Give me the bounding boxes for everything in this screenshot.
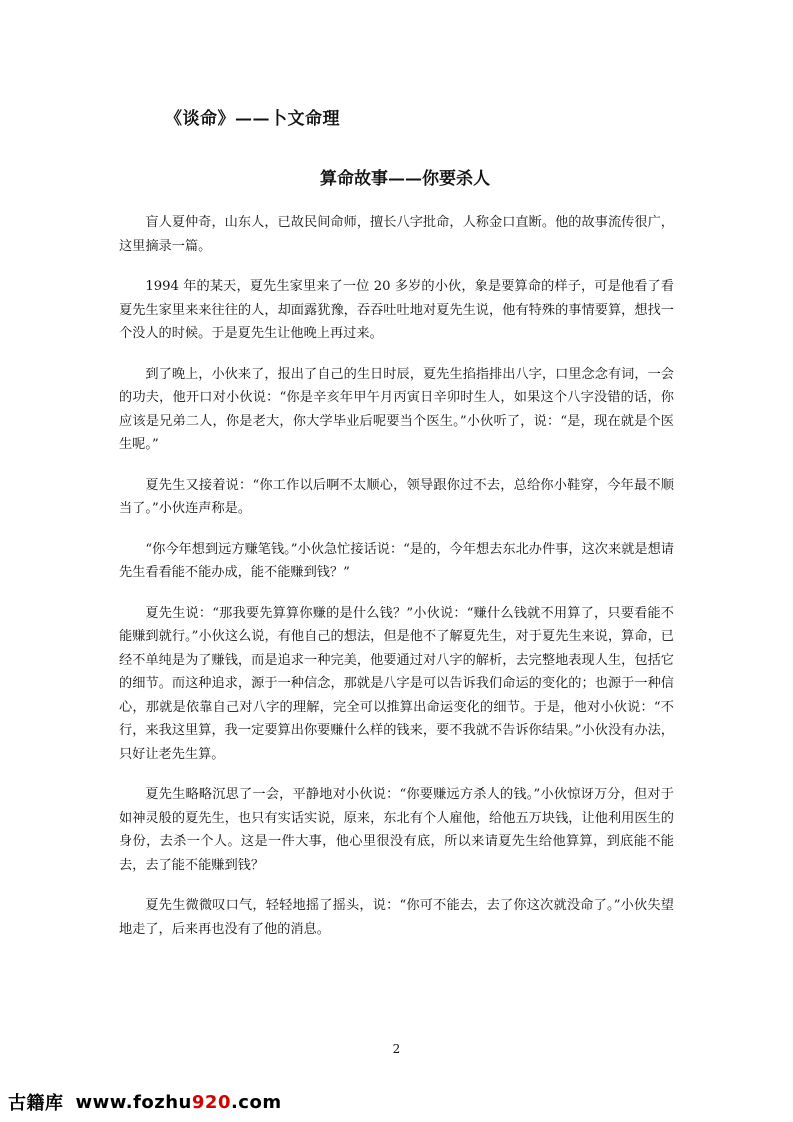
paragraph: 盲人夏仲奇，山东人，已故民间命师，擅长八字批命，人称金口直断。他的故事流传很广，这里摘录一篇。: [119, 215, 674, 254]
site-name: 古籍库: [8, 1093, 64, 1114]
site-url: [76, 1092, 282, 1113]
paragraph: 夏先生略略沉思了一会，平静地对小伙说：“你要赚远方杀人的钱。”小伙惊讶万分，但对于如神灵般的夏先生，也只有实话实说，原来，东北有个人雇他，给他五万块钱，让他利用医生的身份，去杀一个人。这是一件大事，他心里很没有底，所以来请夏先生给他算算，到底能不能去，去了能不能赚到钱？: [119, 787, 674, 873]
url-suffix: .com: [230, 1091, 282, 1113]
paragraph: 夏先生又接着说：“你工作以后啊不太顺心，领导跟你过不去，总给你小鞋穿，今年最不顺当了。”小伙连声称是。: [119, 477, 674, 516]
page-number: 2: [392, 1042, 401, 1056]
paragraph: 到了晚上，小伙来了，报出了自己的生日时辰，夏先生掐指排出八字，口里念念有词，一会的功夫，他开口对小伙说：“你是辛亥年甲午月丙寅日辛卯时生人，如果这个八字没错的话，你应该是兄弟二人，你是老大，你大学毕业后呢要当个医生。”小伙听了，说：“是，现在就是个医生呢。”: [119, 366, 674, 452]
header-title: 《谈命》——卜文命理: [165, 109, 340, 129]
paragraph: 1994 年的某天，夏先生家里来了一位 20 多岁的小伙，象是要算命的样子，可是他看了看夏先生家里来来往往的人，却面露犹豫，吞吞吐吐地对夏先生说，他有特殊的事情要算，想找一个没人的时候。于是夏先生让他晚上再过来。: [119, 279, 674, 341]
paragraph: 夏先生说：“那我要先算算你赚的是什么钱？”小伙说：“赚什么钱就不用算了，只要看能不能赚到就行。”小伙这么说，有他自己的想法，但是他不了解夏先生，对于夏先生来说，算命，已经不单纯是为了赚钱，而是追求一种完美，他要通过对八字的解析，去完整地表现人生，包括它的细节。而这种追求，源于一种信念，那就是八字是可以告诉我们命运的变化的；也源于一种信心，那就是依靠自己对八字的理解，完全可以推算出命运变化的细节。于是，他对小伙说：“不行，来我这里算，我一定要算出你要赚什么样的钱来，要不我就不告诉你结果。”小伙没有办法，只好让老先生算。: [119, 605, 674, 762]
url-prefix: www.fozhu: [75, 1091, 192, 1113]
url-highlight: 920: [191, 1091, 231, 1113]
paragraph: “你今年想到远方赚笔钱。”小伙急忙接话说：“是的，今年想去东北办件事，这次来就是想请先生看看能不能办成，能不能赚到钱？”: [119, 541, 674, 580]
footer-watermark: [8, 1088, 282, 1116]
paragraph: 夏先生微微叹口气，轻轻地摇了摇头，说：“你可不能去，去了你这次就没命了。”小伙失望地走了，后来再也没有了他的消息。: [119, 898, 674, 937]
story-title: 算命故事——你要杀人: [320, 169, 490, 189]
story-body: [119, 211, 674, 958]
